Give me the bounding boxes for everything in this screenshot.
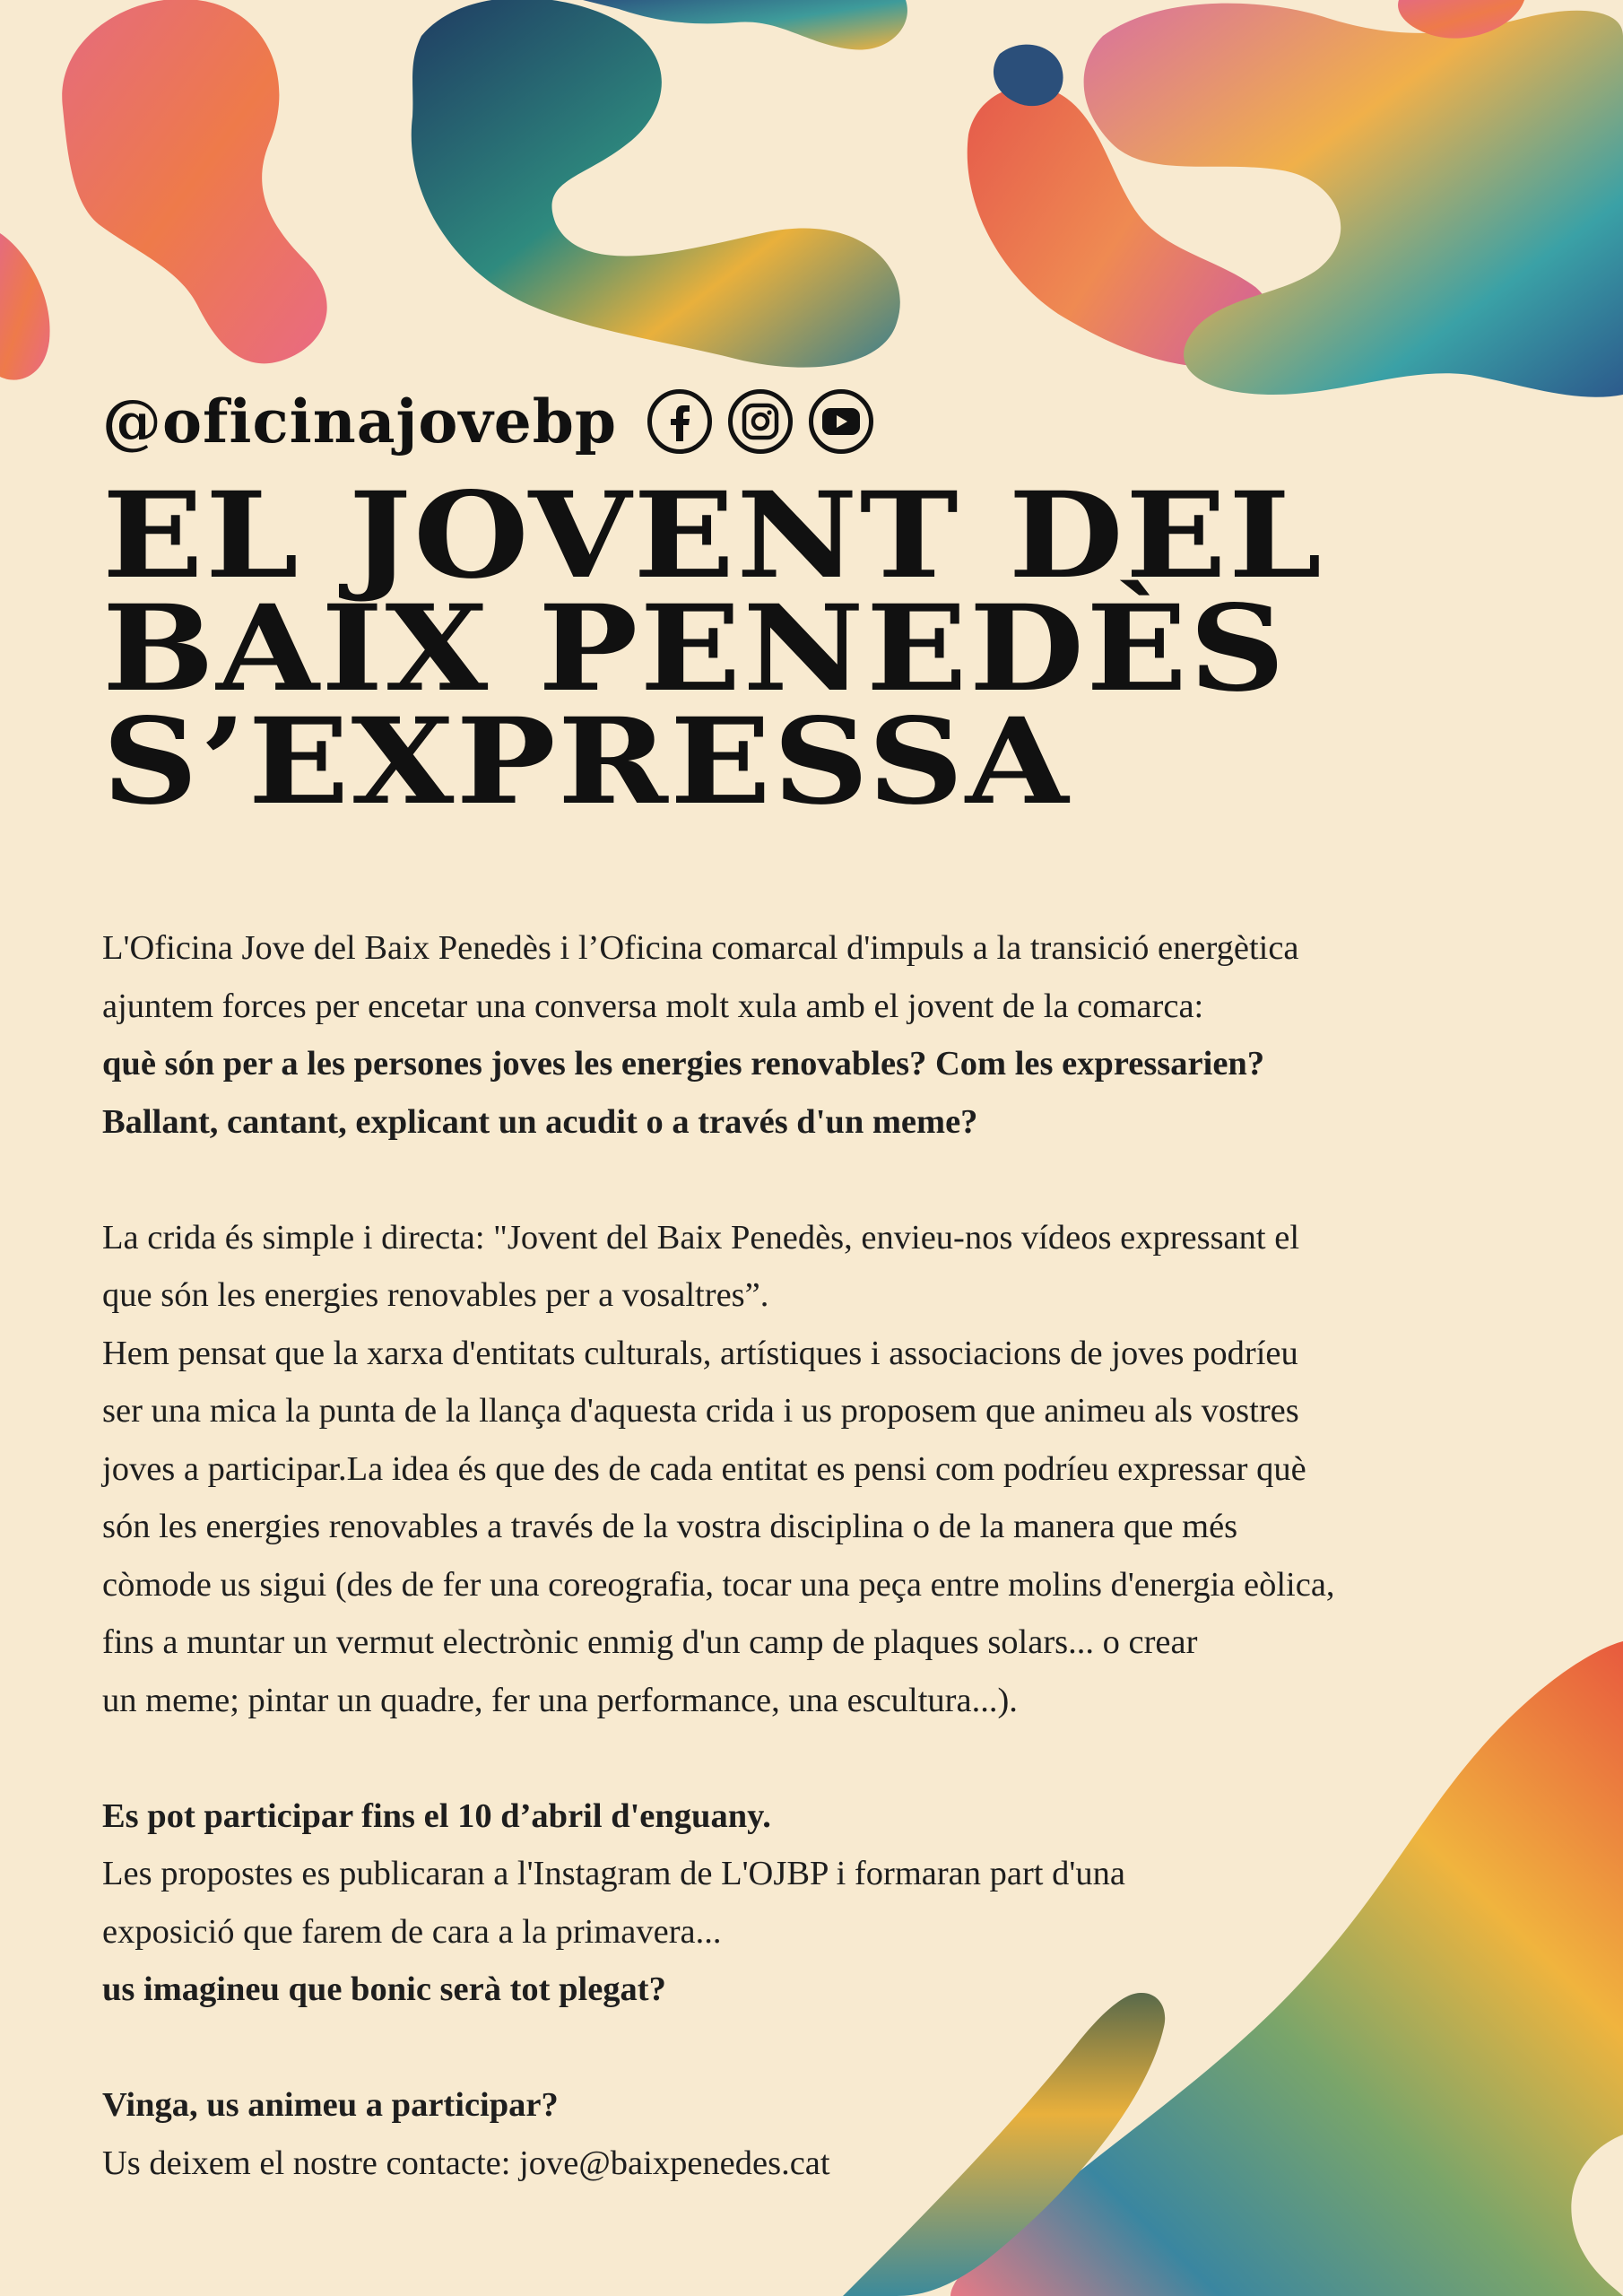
contact-line: Us deixem el nostre contacte: jove@baixpenedes.cat [102,2144,830,2182]
paragraph-line: ser una mica la punta de la llança d'aquesta crida i us proposem que animeu als vostres [102,1392,1299,1430]
paragraph-line: L'Oficina Jove del Baix Penedès i l’Oficina comarcal d'impuls a la transició energètica [102,929,1299,967]
paragraph-line: són les energies renovables a través de la vostra disciplina o de la manera que més [102,1508,1238,1545]
paragraph-line: un meme; pintar un quadre, fer una performance, una escultura...). [102,1681,1018,1719]
youtube-icon[interactable] [809,389,873,454]
paragraph-line-bold: Ballant, cantant, explicant un acudit o a través d'un meme? [102,1102,978,1141]
paragraph-line: exposició que farem de cara a la primavera... [102,1912,722,1951]
body-text [102,919,1591,2192]
deadline-text: Es pot participar fins el 10 d’abril d'enguany. [102,1796,771,1835]
social-handle: @oficinajovebp [102,387,618,457]
paragraph-line: Hem pensat que la xarxa d'entitats culturals, artístiques i associacions de joves podríeu [102,1334,1298,1372]
title-line: BAIX PENEDÈS [102,579,1288,718]
paragraph-line: ajuntem forces per encetar una conversa molt xula amb el jovent de la comarca: [102,987,1204,1025]
paragraph-line: que són les energies renovables per a vosaltres”. [102,1276,769,1314]
paragraph-line: Les propostes es publicaran a l'Instagram de L'OJBP i formaran part d'una [102,1855,1125,1892]
closing-question: Vinga, us animeu a participar? [102,2086,559,2124]
paragraph-line: La crida és simple i directa: "Jovent del Baix Penedès, envieu-nos vídeos expressant el [102,1218,1300,1257]
paragraph-line-bold: què són per a les persones joves les energies renovables? Com les expressarien? [102,1045,1265,1083]
paragraph-line: joves a participar.La idea és que des de cada entitat es pensi com podríeu expressar què [102,1449,1306,1488]
flyer-content [102,381,1591,2192]
instagram-icon[interactable] [728,389,793,454]
title-line: S’EXPRESSA [102,692,1071,831]
title-line: EL JOVENT DEL [102,466,1324,605]
paragraph-line: fins a muntar un vermut electrònic enmig d'un camp de plaques solars... o crear [102,1623,1198,1661]
facebook-icon[interactable] [647,389,712,454]
paragraph-line-bold: us imagineu que bonic serà tot plegat? [102,1970,666,2008]
social-header [102,381,1591,462]
page-title [102,466,1623,831]
paragraph-line: còmode us sigui (des de fer una coreografia, tocar una peça entre molins d'energia eòlica, [102,1565,1335,1604]
